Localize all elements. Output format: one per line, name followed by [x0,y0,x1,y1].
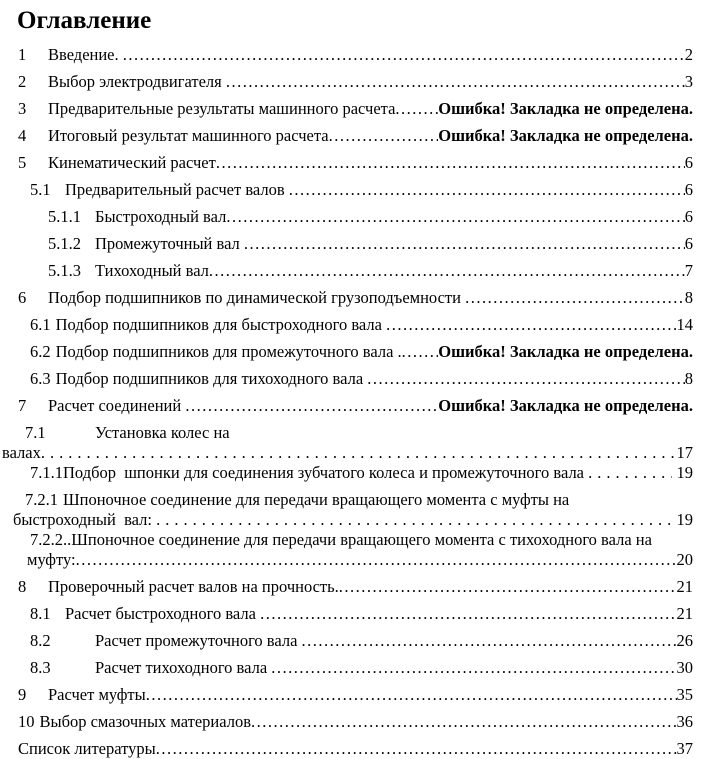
dot-leader [271,658,676,678]
toc-entry-3[interactable] [0,99,705,119]
toc-entry-number: 6.2 [30,342,51,361]
toc-entry-title: Быстроходный вал [95,207,227,226]
toc-entry-7[interactable] [0,396,705,416]
toc-entry-8-1[interactable] [0,604,705,624]
error-note: Ошибка! Закладка не определена. [438,126,693,145]
dot-leader [146,685,677,705]
toc-entry-title: Расчет соединений [48,396,186,415]
toc-page-number: 7 [684,261,693,280]
dot-leader [156,739,677,759]
toc-entry-7-2-2[interactable] [0,530,705,570]
dot-leader [185,396,438,416]
toc-entry-4[interactable] [0,126,705,146]
dot-leader [251,712,676,732]
toc-page-number: 36 [676,712,693,731]
error-note: Ошибка! Закладка не определена. [438,99,693,118]
toc-entry-number: 8.1 [30,604,51,623]
toc-entry-1[interactable] [0,45,705,65]
toc-entry-number: 9 [18,685,27,704]
toc-page-number: 17 [676,443,693,462]
toc-entry-title: Предварительный расчет валов [65,180,289,199]
toc-entry-number: 5 [18,153,27,172]
toc-entry-title: Расчет быстроходного вала [65,604,261,623]
toc-entry-title-continuation: быстроходный вал: [13,510,157,529]
dot-leader [329,126,439,146]
toc-entry-number: 7.1.1 [30,463,63,482]
dot-leader [209,261,685,281]
toc-entry-number: 6.3 [30,369,51,388]
dot-leader [226,72,685,92]
page-title: Оглавление [17,7,152,34]
dot-leader [260,604,676,624]
toc-entry-number: 8.3 [30,658,51,677]
error-note: Ошибка! Закладка не определена. [438,342,693,361]
toc-page-number: 8 [684,288,693,307]
dot-leader [226,207,684,227]
toc-entry-5-1-1[interactable] [0,207,705,227]
toc-entry-title: Итоговый результат машинного расчета [48,126,329,145]
toc-page-number: 37 [676,739,693,758]
toc-entry-8-3[interactable] [0,658,705,678]
toc-page-number: 21 [676,604,693,623]
toc-entry-2[interactable] [0,72,705,92]
toc-entry-title: Промежуточный вал [95,234,244,253]
toc-entry-title: Шпоночное соединение для передачи вращающего момента с муфты на [63,490,570,509]
toc-entry-6[interactable] [0,288,705,308]
toc-entry-number: 2 [18,72,27,91]
toc-entry-number: 7 [18,396,27,415]
toc-entry-title: Подбор подшипников для быстроходного вала [55,315,387,334]
toc-entry-title: Расчет муфты [48,685,146,704]
toc-page-number: 6 [684,207,693,226]
toc-entry-title: Подбор подшипников для тихоходного вала [55,369,368,388]
toc-entry-7-1[interactable] [0,423,705,463]
error-note: Ошибка! Закладка не определена. [438,396,693,415]
toc-page-number: 6 [684,180,693,199]
toc-entry-7-1-1[interactable] [0,463,705,483]
toc-entry-number: 7.2.1 [25,490,58,509]
toc-entry-5-1-3[interactable] [0,261,705,281]
toc-page-number: 3 [684,72,693,91]
dot-leader [156,510,676,530]
toc-entry-number: 6.1 [30,315,51,334]
toc-page-number: 19 [676,463,693,482]
toc-entry-5-1[interactable] [0,180,705,200]
toc-entry-title: Кинематический расчет [48,153,216,172]
toc-entry-title: Расчет промежуточного вала [95,631,302,650]
dot-leader [216,153,685,173]
toc-entry-5[interactable] [0,153,705,173]
dot-leader [76,550,677,570]
dot-leader [289,180,685,200]
toc-entry-number: 6 [18,288,27,307]
dot-leader [402,342,439,362]
toc-entry-6-3[interactable] [0,369,705,389]
toc-entry-title: Шпоночное соединение для передачи вращающего момента с тихоходного вала на [71,530,652,549]
toc-entry-title: Подбор подшипников по динамической грузоподъемности [48,288,466,307]
toc-entry-title: Подбор шпонки для соединения зубчатого колеса и промежуточного вала [63,463,589,482]
toc-page-number: 21 [676,577,693,596]
toc-entry-number: 7.1 [25,423,46,442]
toc-entry-number: 5.1.1 [48,207,81,226]
toc-entry-title: Предварительные результаты машинного расчета [48,99,396,118]
toc-page-number: 14 [676,315,693,334]
toc-page-number: 8 [684,369,693,388]
toc-entry-title-continuation: валах [2,443,41,462]
toc-page-number: 6 [684,153,693,172]
toc-page-number: 30 [676,658,693,677]
toc-entry-number: 5.1 [30,180,51,199]
toc-entry-title: Выбор смазочных материалов [39,712,252,731]
dot-leader [465,288,685,308]
dot-leader [244,234,685,254]
dot-leader [367,369,684,389]
toc-entry-number: 4 [18,126,27,145]
toc-entry-9[interactable] [0,685,705,705]
toc-entry-number: 8 [18,577,27,596]
toc-entry-literature[interactable] [0,739,705,759]
toc-entry-8[interactable] [0,577,705,597]
toc-entry-7-2-1[interactable] [0,490,705,530]
toc-entry-title: Введение. [48,45,123,64]
toc-entry-number: 8.2 [30,631,51,650]
dot-leader [588,463,671,483]
dot-leader [41,443,677,463]
toc-entry-number: 1 [18,45,27,64]
toc-entry-6-1[interactable] [0,315,705,335]
toc-page-number: 35 [676,685,693,704]
toc-entry-8-2[interactable] [0,631,705,651]
toc-page-number: 20 [676,550,693,569]
toc-entry-number: 10 [18,712,35,731]
toc-page-number: 19 [676,510,693,529]
toc-entry-number: 3 [18,99,27,118]
toc-entry-number: 7.2.2.. [30,530,72,549]
toc-entry-title: Проверочный расчет валов на прочность. [48,577,339,596]
toc-entry-title: Расчет тихоходного вала [95,658,272,677]
toc-entry-title: Установка колес на [95,423,230,442]
toc-entry-number: 5.1.2 [48,234,81,253]
toc-entry-5-1-2[interactable] [0,234,705,254]
toc-page-number: 6 [684,234,693,253]
toc-entry-10[interactable] [0,712,705,732]
toc-entry-title: Подбор подшипников для промежуточного вала . [55,342,402,361]
toc-entry-title: Тихоходный вал [95,261,209,280]
toc-entry-number: 5.1.3 [48,261,81,280]
dot-leader [395,99,438,119]
dot-leader [123,45,685,65]
dot-leader [339,577,677,597]
toc-entry-6-2[interactable] [0,342,705,362]
dot-leader [302,631,677,651]
toc-entry-title-continuation: муфту: [27,550,76,569]
toc-page-number: 26 [676,631,693,650]
toc-entry-title: Список литературы [18,739,156,758]
dot-leader [386,315,676,335]
toc-page-number: 2 [684,45,693,64]
toc-entry-title: Выбор электродвигателя [48,72,226,91]
